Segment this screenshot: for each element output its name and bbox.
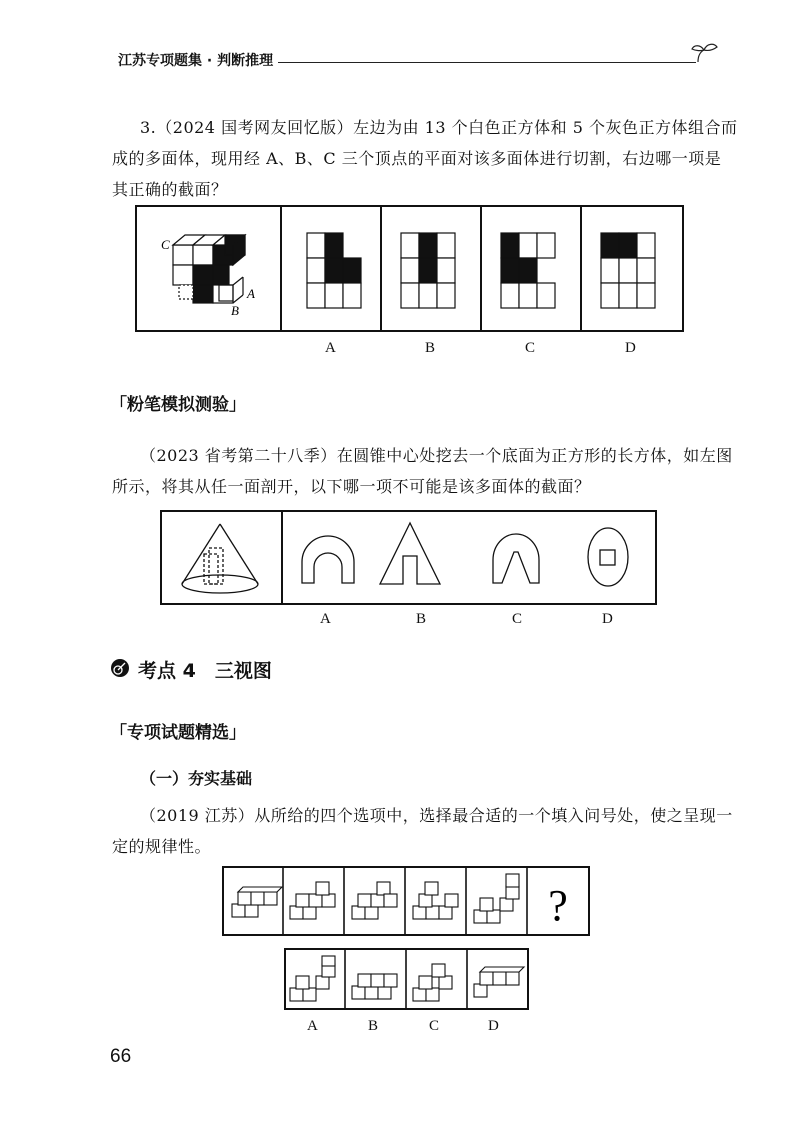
- q3-option-c-label: C: [525, 340, 536, 356]
- chalk-section-title: 「粉笔模拟测验」: [110, 395, 246, 415]
- cone-drawing: [182, 524, 258, 593]
- sequence-item-5: [474, 874, 519, 923]
- q3-option-d-label: D: [625, 340, 636, 356]
- q3-option-b-diagram: [401, 233, 455, 308]
- q2019-line2: 定的规律性。: [112, 837, 212, 856]
- subsection-title: （一）夯实基础: [140, 769, 253, 788]
- sequence-item-1: [232, 887, 282, 917]
- kaodian-title: 考点 4 三视图: [138, 660, 272, 682]
- q3-line1: 3.（2024 国考网友回忆版）左边为由 13 个白色正方体和 5 个灰色正方体组合而: [140, 118, 738, 137]
- q3-option-a-diagram: [307, 233, 361, 308]
- question-mark: ?: [548, 881, 568, 930]
- cone-option-c-label: C: [512, 611, 523, 627]
- q3-option-b-label: B: [425, 340, 436, 356]
- q3-line3: 其正确的截面？: [112, 180, 228, 199]
- cone-question-line2: 所示，将其从任一面剖开，以下哪一项不可能是该多面体的截面？: [112, 477, 591, 496]
- q2019-option-b-label: B: [368, 1018, 379, 1034]
- q2019-options-figure: [284, 948, 534, 1014]
- sprout-icon: [690, 40, 720, 66]
- cone-option-b-label: B: [416, 611, 427, 627]
- header-title: 江苏专项题集 · 判断推理: [118, 53, 274, 69]
- cone-option-d-label: D: [602, 611, 613, 627]
- q2019-line1: （2019 江苏）从所给的四个选项中，选择最合适的一个填入问号处，使之呈现一: [140, 806, 733, 825]
- q2019-option-d-label: D: [488, 1018, 499, 1034]
- cube-cluster-drawing: [173, 235, 245, 303]
- sequence-item-4: [413, 882, 458, 919]
- cone-option-b-diagram: [380, 523, 440, 584]
- cone-option-a-label: A: [320, 611, 331, 627]
- header-rule: [278, 62, 696, 63]
- q2019-option-c-label: C: [429, 1018, 440, 1034]
- cone-option-a-diagram: [302, 536, 354, 583]
- q2019-option-b-diagram: [352, 974, 397, 999]
- cone-figure: [160, 510, 660, 610]
- q2019-option-d-diagram: [474, 967, 524, 997]
- q3-line2: 成的多面体，现用经 A、B、C 三个顶点的平面对该多面体进行切割，右边哪一项是: [112, 149, 722, 168]
- cube-label-a: A: [247, 286, 255, 301]
- q3-option-d-diagram: [601, 233, 655, 308]
- q3-option-a-label: A: [325, 340, 336, 356]
- sequence-item-3: [352, 882, 397, 919]
- cone-question-line1: （2023 省考第二十八季）在圆锥中心处挖去一个底面为正方形的长方体，如左图: [140, 446, 733, 465]
- q3-option-c-diagram: [501, 233, 555, 308]
- page-number: 66: [110, 1046, 132, 1067]
- special-section-title: 「专项试题精选」: [110, 723, 246, 743]
- q2019-sequence-figure: [222, 866, 592, 938]
- q3-figure: [135, 205, 685, 335]
- sequence-item-2: [290, 882, 335, 919]
- cone-option-c-diagram: [493, 534, 539, 583]
- q2019-option-a-label: A: [307, 1018, 318, 1034]
- q2019-option-c-diagram: [413, 964, 452, 1001]
- cone-option-d-diagram: [588, 528, 628, 586]
- target-icon: [110, 658, 130, 678]
- q2019-option-a-diagram: [290, 956, 335, 1001]
- cube-label-b: B: [231, 303, 239, 318]
- cube-label-c: C: [161, 237, 170, 252]
